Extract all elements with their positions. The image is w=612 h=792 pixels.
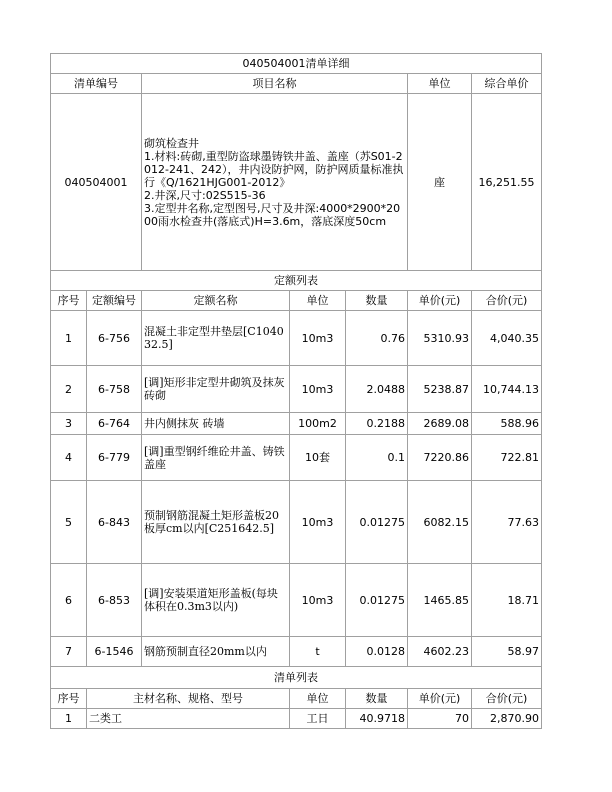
quota-qty: 0.1 <box>346 435 408 481</box>
quota-qty: 0.01275 <box>346 481 408 564</box>
quota-unit: 10m3 <box>290 564 346 637</box>
quota-code: 6-779 <box>87 435 142 481</box>
quota-code: 6-843 <box>87 481 142 564</box>
material-price: 70 <box>408 709 472 729</box>
material-unit: 工日 <box>290 709 346 729</box>
material-section-title: 清单列表 <box>51 667 542 689</box>
quota-seq: 3 <box>51 413 87 435</box>
material-seq-header: 序号 <box>51 689 87 709</box>
quota-code: 6-756 <box>87 311 142 366</box>
quota-price: 4602.23 <box>408 637 472 667</box>
quota-name: [调]矩形非定型井砌筑及抹灰 砖砌 <box>142 366 290 413</box>
quota-name: 预制钢筋混凝土矩形盖板20板厚cm以内[C251642.5] <box>142 481 290 564</box>
quota-price-header: 单价(元) <box>408 291 472 311</box>
table-row <box>51 413 542 435</box>
material-total: 2,870.90 <box>472 709 542 729</box>
quota-name-header: 定额名称 <box>142 291 290 311</box>
quota-price: 2689.08 <box>408 413 472 435</box>
quota-qty: 0.01275 <box>346 564 408 637</box>
quota-code-header: 定额编号 <box>87 291 142 311</box>
table-row <box>51 709 542 729</box>
quota-unit: 10套 <box>290 435 346 481</box>
quota-header-row <box>51 291 542 311</box>
material-header-row <box>51 689 542 709</box>
quota-code: 6-1546 <box>87 637 142 667</box>
quota-total: 77.63 <box>472 481 542 564</box>
list-item-name-line: 砌筑检查井 <box>144 136 199 150</box>
quota-seq-header: 序号 <box>51 291 87 311</box>
quota-total: 18.71 <box>472 564 542 637</box>
quota-price: 1465.85 <box>408 564 472 637</box>
quota-total: 4,040.35 <box>472 311 542 366</box>
quota-section-row <box>51 271 542 291</box>
list-item-price: 16,251.55 <box>472 94 542 271</box>
quota-unit-header: 单位 <box>290 291 346 311</box>
material-section-row <box>51 667 542 689</box>
title-row <box>51 54 542 74</box>
list-item-name-line: 2.井深,尺寸:02S515-36 <box>144 188 266 202</box>
detail-table <box>50 53 542 729</box>
quota-name: 井内侧抹灰 砖墙 <box>142 413 290 435</box>
table-title: 040504001清单详细 <box>51 54 542 74</box>
table-row <box>51 481 542 564</box>
material-total-header: 合价(元) <box>472 689 542 709</box>
quota-qty-header: 数量 <box>346 291 408 311</box>
quota-total: 722.81 <box>472 435 542 481</box>
list-item-row <box>51 94 542 271</box>
quota-unit: t <box>290 637 346 667</box>
material-name-header: 主材名称、规格、型号 <box>87 689 290 709</box>
quota-code: 6-758 <box>87 366 142 413</box>
material-unit-header: 单位 <box>290 689 346 709</box>
quota-unit: 10m3 <box>290 311 346 366</box>
list-price-header: 综合单价 <box>472 74 542 94</box>
list-name-header: 项目名称 <box>142 74 408 94</box>
quota-price: 6082.15 <box>408 481 472 564</box>
table-row <box>51 637 542 667</box>
quota-name: [调]重型钢纤维砼井盖、铸铁盖座 <box>142 435 290 481</box>
quota-price: 5310.93 <box>408 311 472 366</box>
list-item-name-line: 1.材料:砖砌,重型防盗球墨铸铁井盖、盖座（苏S01-2012-241、242），井内设防护网，防护网质量标准执行《Q/1621HJG001-2012》 <box>144 149 404 189</box>
quota-name: 钢筋预制直径20mm以内 <box>142 637 290 667</box>
quota-seq: 4 <box>51 435 87 481</box>
quota-seq: 2 <box>51 366 87 413</box>
material-seq: 1 <box>51 709 87 729</box>
material-qty-header: 数量 <box>346 689 408 709</box>
quota-seq: 7 <box>51 637 87 667</box>
list-item-name-line: 3.定型井名称,定型图号,尺寸及井深:4000*2900*2000雨水检查井(落底式)H=3.6m，落底深度50cm <box>144 201 401 228</box>
list-item-name <box>142 94 408 271</box>
list-code-header: 清单编号 <box>51 74 142 94</box>
quota-qty: 0.2188 <box>346 413 408 435</box>
table-row <box>51 564 542 637</box>
quota-total: 588.96 <box>472 413 542 435</box>
quota-total-header: 合价(元) <box>472 291 542 311</box>
quota-qty: 0.76 <box>346 311 408 366</box>
quota-seq: 6 <box>51 564 87 637</box>
quota-name: 混凝土非定型井垫层[C104032.5] <box>142 311 290 366</box>
quota-unit: 100m2 <box>290 413 346 435</box>
quota-section-title: 定额列表 <box>51 271 542 291</box>
table-row <box>51 435 542 481</box>
quota-name: [调]安装渠道矩形盖板(每块体积在0.3m3以内) <box>142 564 290 637</box>
table-row <box>51 366 542 413</box>
quota-code: 6-853 <box>87 564 142 637</box>
quota-qty: 0.0128 <box>346 637 408 667</box>
list-item-unit: 座 <box>408 94 472 271</box>
list-header-row <box>51 74 542 94</box>
quota-code: 6-764 <box>87 413 142 435</box>
quota-total: 10,744.13 <box>472 366 542 413</box>
quota-unit: 10m3 <box>290 366 346 413</box>
list-item-code: 040504001 <box>51 94 142 271</box>
material-qty: 40.9718 <box>346 709 408 729</box>
material-price-header: 单价(元) <box>408 689 472 709</box>
quota-seq: 5 <box>51 481 87 564</box>
material-name: 二类工 <box>87 709 290 729</box>
table-row <box>51 311 542 366</box>
quota-price: 5238.87 <box>408 366 472 413</box>
quota-total: 58.97 <box>472 637 542 667</box>
quota-unit: 10m3 <box>290 481 346 564</box>
quota-qty: 2.0488 <box>346 366 408 413</box>
quota-seq: 1 <box>51 311 87 366</box>
quota-price: 7220.86 <box>408 435 472 481</box>
list-unit-header: 单位 <box>408 74 472 94</box>
